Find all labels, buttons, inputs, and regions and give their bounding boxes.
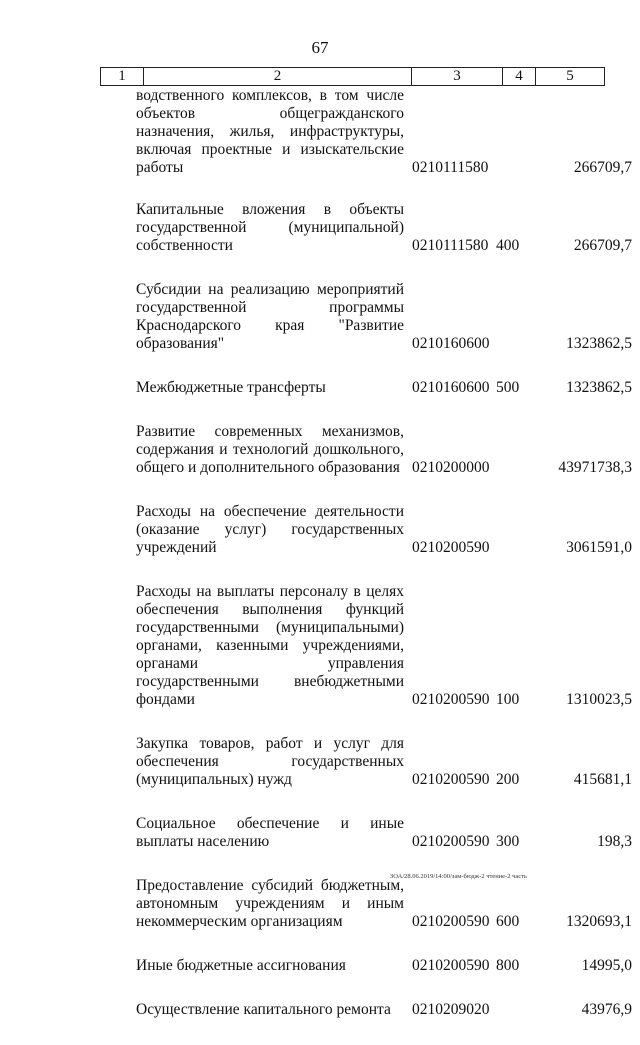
- item-code: 0210200000: [412, 459, 490, 476]
- item-name: Расходы на выплаты персоналу в целях обеспечения выполнения функций государственными (муниципальными) органами, казенными учреждениями, органами управления государственными внебюджетными фондами: [136, 583, 404, 708]
- item-type: 800: [496, 957, 520, 974]
- item-code: 0210111580: [412, 159, 489, 176]
- item-code: 0210200590: [412, 539, 490, 556]
- table-row: [0, 201, 640, 255]
- budget-table-body: [0, 87, 640, 1045]
- item-code: 0210160600: [412, 379, 490, 396]
- item-code: 0210200590: [412, 833, 490, 850]
- item-name: Иные бюджетные ассигнования: [136, 957, 346, 974]
- column-header-3: 3: [412, 68, 503, 86]
- column-header-1: 1: [101, 68, 144, 86]
- page-number: 67: [311, 38, 329, 57]
- item-name: Осуществление капитального ремонта: [136, 1001, 391, 1018]
- table-row: [0, 815, 640, 851]
- table-row: [0, 583, 640, 709]
- item-amount: 3061591,0: [566, 539, 632, 556]
- table-row: [0, 957, 640, 975]
- table-row: [0, 423, 640, 477]
- item-name: Развитие современных механизмов, содержания и технологий дошкольного, общего и дополнительного образования: [136, 423, 404, 476]
- item-amount: 43976,9: [581, 1001, 632, 1018]
- item-amount: 1323862,5: [566, 335, 632, 352]
- column-header-5: 5: [536, 68, 605, 86]
- item-amount: 14995,0: [581, 957, 632, 974]
- item-amount: 266709,7: [573, 159, 632, 176]
- item-name: Социальное обеспечение и иные выплаты населению: [136, 815, 404, 850]
- item-amount: 1323862,5: [566, 379, 632, 396]
- item-type: 600: [496, 913, 520, 930]
- item-amount: 1310023,5: [566, 691, 632, 708]
- item-code: 0210200590: [412, 957, 490, 974]
- item-amount: 43971738,3: [558, 459, 632, 476]
- item-code: 0210200590: [412, 913, 490, 930]
- item-code: 0210160600: [412, 335, 490, 352]
- item-name: Субсидии на реализацию мероприятий государственной программы Краснодарского края "Развитие образования": [136, 281, 404, 352]
- item-amount: 415681,1: [573, 771, 632, 788]
- table-row: [0, 87, 640, 177]
- item-type: 200: [496, 771, 520, 788]
- item-name: Предоставление субсидий бюджетным, автономным учреждениям и иным некоммерческим организациям: [136, 877, 404, 930]
- item-name: водственного комплексов, в том числе объектов общегражданского назначения, жилья, инфраструктуры, включая проектные и изыскательские работы: [136, 87, 404, 176]
- item-code: 0210200590: [412, 691, 490, 708]
- item-type: 300: [496, 833, 520, 850]
- item-code: 0210111580: [412, 237, 489, 254]
- table-row: [0, 1001, 640, 1019]
- item-amount: 1320693,1: [566, 913, 632, 930]
- item-amount: 198,3: [597, 833, 632, 850]
- item-code: 0210200590: [412, 771, 490, 788]
- column-header-table: [100, 67, 605, 86]
- table-row: [0, 877, 640, 931]
- item-name: Расходы на обеспечение деятельности (оказание услуг) государственных учреждений: [136, 503, 404, 556]
- item-name: Капитальные вложения в объекты государственной (муниципальной) собственности: [136, 201, 404, 254]
- table-row: [0, 735, 640, 789]
- item-type: 400: [496, 237, 520, 254]
- item-amount: 266709,7: [573, 237, 632, 254]
- column-header-4: 4: [503, 68, 536, 86]
- table-row: [0, 503, 640, 557]
- column-header-2: 2: [144, 68, 412, 86]
- document-footer-stamp: ЗОА/28.06.2019/14:00/зам-бюдж-2 чтение-2 часть: [390, 873, 527, 880]
- item-name: Межбюджетные трансферты: [136, 379, 326, 396]
- item-code: 0210209020: [412, 1001, 490, 1018]
- item-type: 500: [496, 379, 520, 396]
- item-name: Закупка товаров, работ и услуг для обеспечения государственных (муниципальных) нужд: [136, 735, 404, 788]
- table-row: [0, 281, 640, 353]
- table-row: [0, 379, 640, 397]
- item-type: 100: [496, 691, 520, 708]
